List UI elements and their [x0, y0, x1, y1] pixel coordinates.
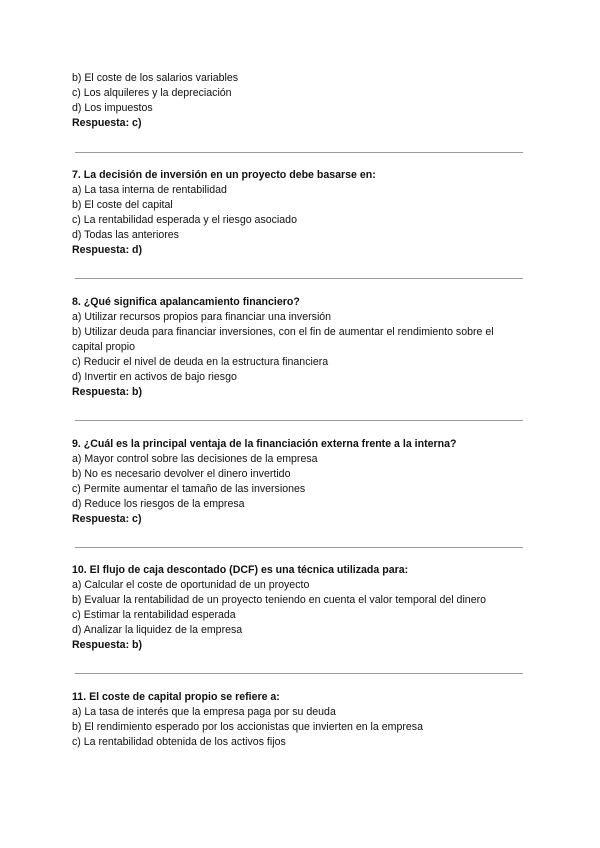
option: c) La rentabilidad obtenida de los activos fijos	[72, 736, 286, 748]
answer: Respuesta: d)	[72, 244, 143, 256]
question-title: 11. El coste de capital propio se refiere a:	[72, 691, 280, 703]
option: a) La tasa de interés que la empresa paga por su deuda	[72, 706, 336, 718]
question-title: 10. El flujo de caja descontado (DCF) es una técnica utilizada para:	[72, 564, 409, 576]
question-title: 7. La decisión de inversión en un proyecto debe basarse en:	[72, 169, 376, 181]
answer: Respuesta: c)	[72, 513, 142, 525]
answer: Respuesta: b)	[72, 639, 143, 651]
divider	[75, 278, 523, 279]
option: d) Analizar la liquidez de la empresa	[72, 624, 243, 636]
option: c) Estimar la rentabilidad esperada	[72, 609, 236, 621]
option: a) La tasa interna de rentabilidad	[72, 184, 227, 196]
option: b) El coste del capital	[72, 199, 173, 211]
answer: Respuesta: b)	[72, 386, 143, 398]
option: d) Los impuestos	[72, 102, 153, 114]
option: c) Los alquileres y la depreciación	[72, 87, 232, 99]
option: b) El rendimiento esperado por los accionistas que invierten en la empresa	[72, 721, 423, 733]
option: b) El coste de los salarios variables	[72, 72, 239, 84]
question-title: 9. ¿Cuál es la principal ventaja de la financiación externa frente a la interna?	[72, 438, 457, 450]
answer: Respuesta: c)	[72, 117, 142, 129]
option-continuation: capital propio	[72, 341, 136, 353]
option: b) No es necesario devolver el dinero invertido	[72, 468, 291, 480]
option: b) Utilizar deuda para financiar inversiones, con el fin de aumentar el rendimiento sobre el	[72, 326, 494, 338]
option: a) Mayor control sobre las decisiones de la empresa	[72, 453, 318, 465]
option: a) Calcular el coste de oportunidad de un proyecto	[72, 579, 310, 591]
option: d) Invertir en activos de bajo riesgo	[72, 371, 237, 383]
divider	[75, 673, 523, 674]
option: d) Todas las anteriores	[72, 229, 179, 241]
option: d) Reduce los riesgos de la empresa	[72, 498, 245, 510]
option: c) Reducir el nivel de deuda en la estructura financiera	[72, 356, 329, 368]
question-title: 8. ¿Qué significa apalancamiento financiero?	[72, 296, 300, 308]
option: a) Utilizar recursos propios para financiar una inversión	[72, 311, 332, 323]
divider	[75, 420, 523, 421]
option: c) Permite aumentar el tamaño de las inversiones	[72, 483, 306, 495]
divider	[75, 547, 523, 548]
option: b) Evaluar la rentabilidad de un proyecto teniendo en cuenta el valor temporal del dinero	[72, 594, 487, 606]
option: c) La rentabilidad esperada y el riesgo asociado	[72, 214, 297, 226]
divider	[75, 152, 523, 153]
